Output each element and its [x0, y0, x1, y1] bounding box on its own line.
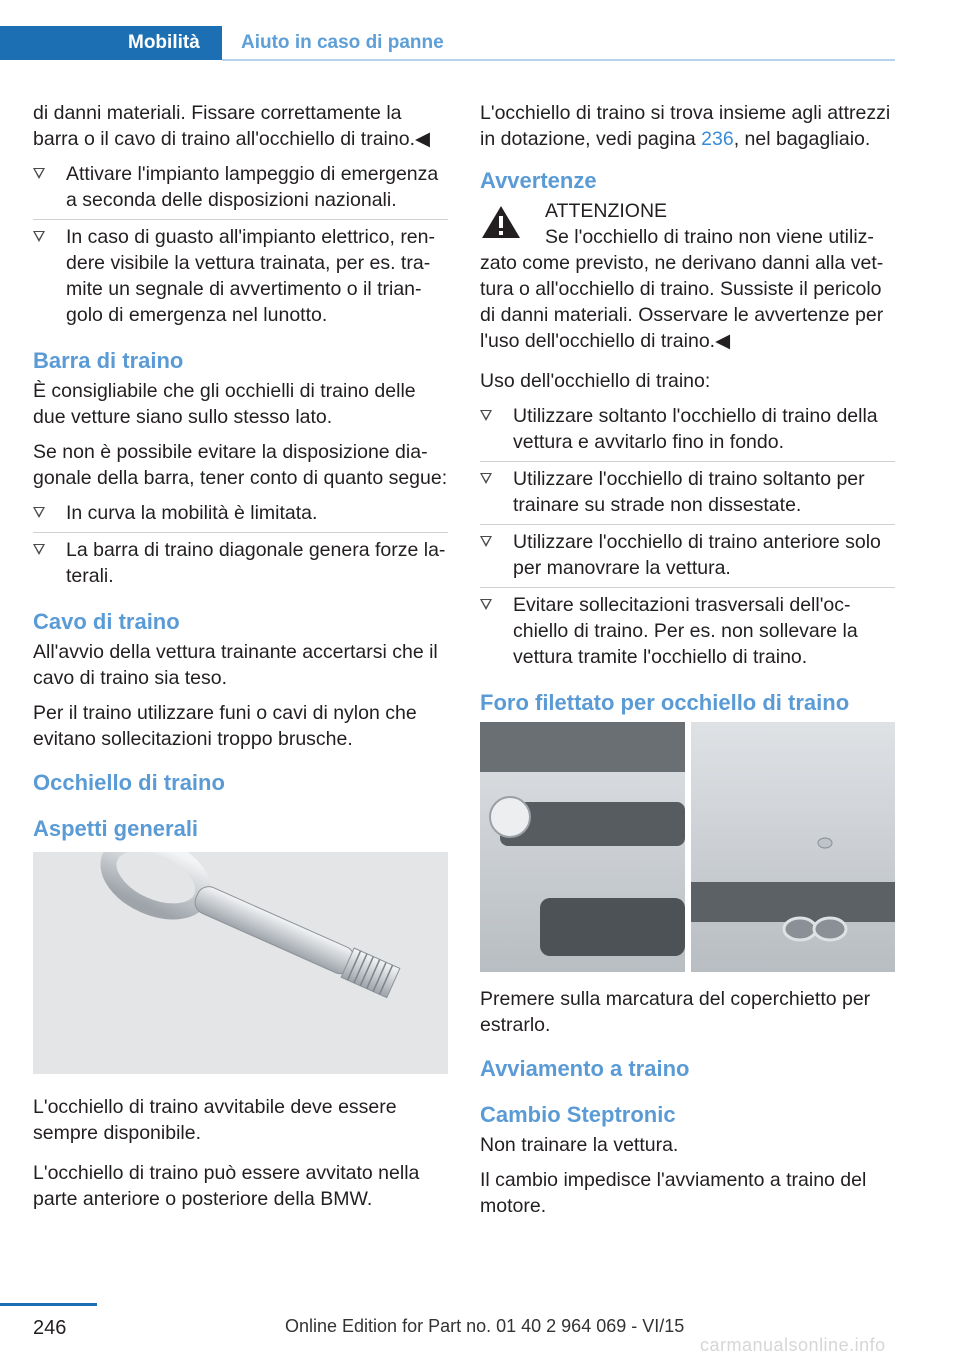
heading-cavo: Cavo di traino [33, 609, 180, 634]
section-tab[interactable]: Mobilità [0, 26, 222, 60]
paragraph: Premere sulla marcatura del coperchietto per estrarlo. [480, 988, 871, 1036]
left-column [33, 100, 448, 1221]
bullet-triangle-icon [480, 410, 492, 421]
bullet-list-barra [33, 500, 448, 595]
paragraph: Il cambio impedisce l'avviamento a traino del motore. [480, 1169, 867, 1217]
heading-occhiello: Occhiello di traino [33, 770, 225, 795]
intro-paragraph: di danni materiali. Fissare correttamente la barra o il cavo di traino all'occhiello di traino.◀ [33, 102, 430, 150]
subsection-tab[interactable]: Aiuto in caso di panne [241, 32, 444, 53]
car-bumper-icon [480, 722, 895, 972]
list-item: In caso di guasto all'impianto elettrico, rendere visibile la vettura trainata, per es. tramite un segnale di avvertimento o il triangolo di emergenza nel lunotto. [33, 219, 448, 334]
heading-avviamento: Avviamento a traino [480, 1056, 690, 1081]
paragraph: Uso dell'occhiello di traino: [480, 370, 711, 392]
heading-barra: Barra di traino [33, 348, 184, 373]
edition-text: Online Edition for Part no. 01 40 2 964 069 - VI/15 [285, 1316, 685, 1336]
list-item: Utilizzare l'occhiello di traino anteriore solo per manovrare la vettura. [480, 524, 895, 587]
bullet-triangle-icon [480, 473, 492, 484]
bullet-triangle-icon [33, 544, 45, 555]
bullet-triangle-icon [33, 168, 45, 179]
list-item: La barra di traino diagonale genera forze laterali. [33, 532, 448, 595]
warning-box [480, 198, 895, 354]
paragraph: È consigliabile che gli occhielli di traino delle due vetture siano sullo stesso lato. [33, 380, 416, 428]
threaded-hole-illustration [480, 722, 895, 972]
right-column [480, 100, 895, 1228]
bullet-triangle-icon [480, 599, 492, 610]
bullet-triangle-icon [33, 231, 45, 242]
page-number: 246 [33, 1317, 67, 1339]
tow-hook-illustration [33, 852, 448, 1074]
paragraph: Per il traino utilizzare funi o cavi di nylon che evitano sollecitazioni troppo brusche. [33, 702, 417, 750]
page-reference-link[interactable]: 236 [701, 128, 734, 150]
bullet-list-usage [480, 403, 895, 676]
paragraph: L'occhiello di traino avvitabile deve essere sempre disponibile. [33, 1096, 397, 1144]
page-header [0, 26, 895, 62]
warning-triangle-icon [480, 204, 522, 240]
watermark: carmanualsonline.info [700, 1335, 886, 1355]
paragraph: All'avvio della vettura trainante accertarsi che il cavo di traino sia teso. [33, 641, 438, 689]
heading-aspetti: Aspetti generali [33, 816, 199, 841]
paragraph: Se non è possibile evitare la disposizione diagonale della barra, tener conto di quanto segue: [33, 441, 448, 489]
paragraph: L'occhiello di traino può essere avvitato nella parte anteriore o posteriore della BMW. [33, 1162, 420, 1210]
list-item: Attivare l'impianto lampeggio di emergenza a seconda delle disposizioni nazionali. [33, 161, 448, 219]
paragraph-with-reference: L'occhiello di traino si trova insieme agli attrezzi in dotazione, vedi pagina 236, nel bagagliaio. [480, 102, 891, 150]
warning-title: ATTENZIONE [545, 200, 668, 222]
paragraph: Non trainare la vettura. [480, 1134, 679, 1156]
heading-avvertenze: Avvertenze [480, 168, 597, 193]
header-rule [222, 59, 895, 61]
bullet-triangle-icon [480, 536, 492, 547]
list-item: Utilizzare l'occhiello di traino soltanto per trainare su strade non dissestate. [480, 461, 895, 524]
list-item: Utilizzare soltanto l'occhiello di traino della vettura e avvitarlo fino in fondo. [480, 403, 895, 461]
bullet-triangle-icon [33, 507, 45, 518]
footer-rule [0, 1303, 97, 1306]
list-item: In curva la mobilità è limitata. [33, 500, 448, 532]
list-item: Evitare sollecitazioni trasversali dell'occhiello di traino. Per es. non sollevare la vettura tramite l'occhiello di traino. [480, 587, 895, 676]
tow-hook-icon [33, 852, 448, 1074]
heading-cambio: Cambio Steptronic [480, 1102, 676, 1127]
warning-text: Se l'occhiello di traino non viene utilizzato come previsto, ne derivano danni alla vettura o all'occhiello di traino. Sussiste il pericolo di danni materiali. Osservare le avvertenze per l'uso dell'occhiello di traino.◀ [480, 226, 884, 352]
bullet-list-emergency [33, 161, 448, 334]
heading-foro: Foro filettato per occhiello di traino [480, 690, 850, 715]
